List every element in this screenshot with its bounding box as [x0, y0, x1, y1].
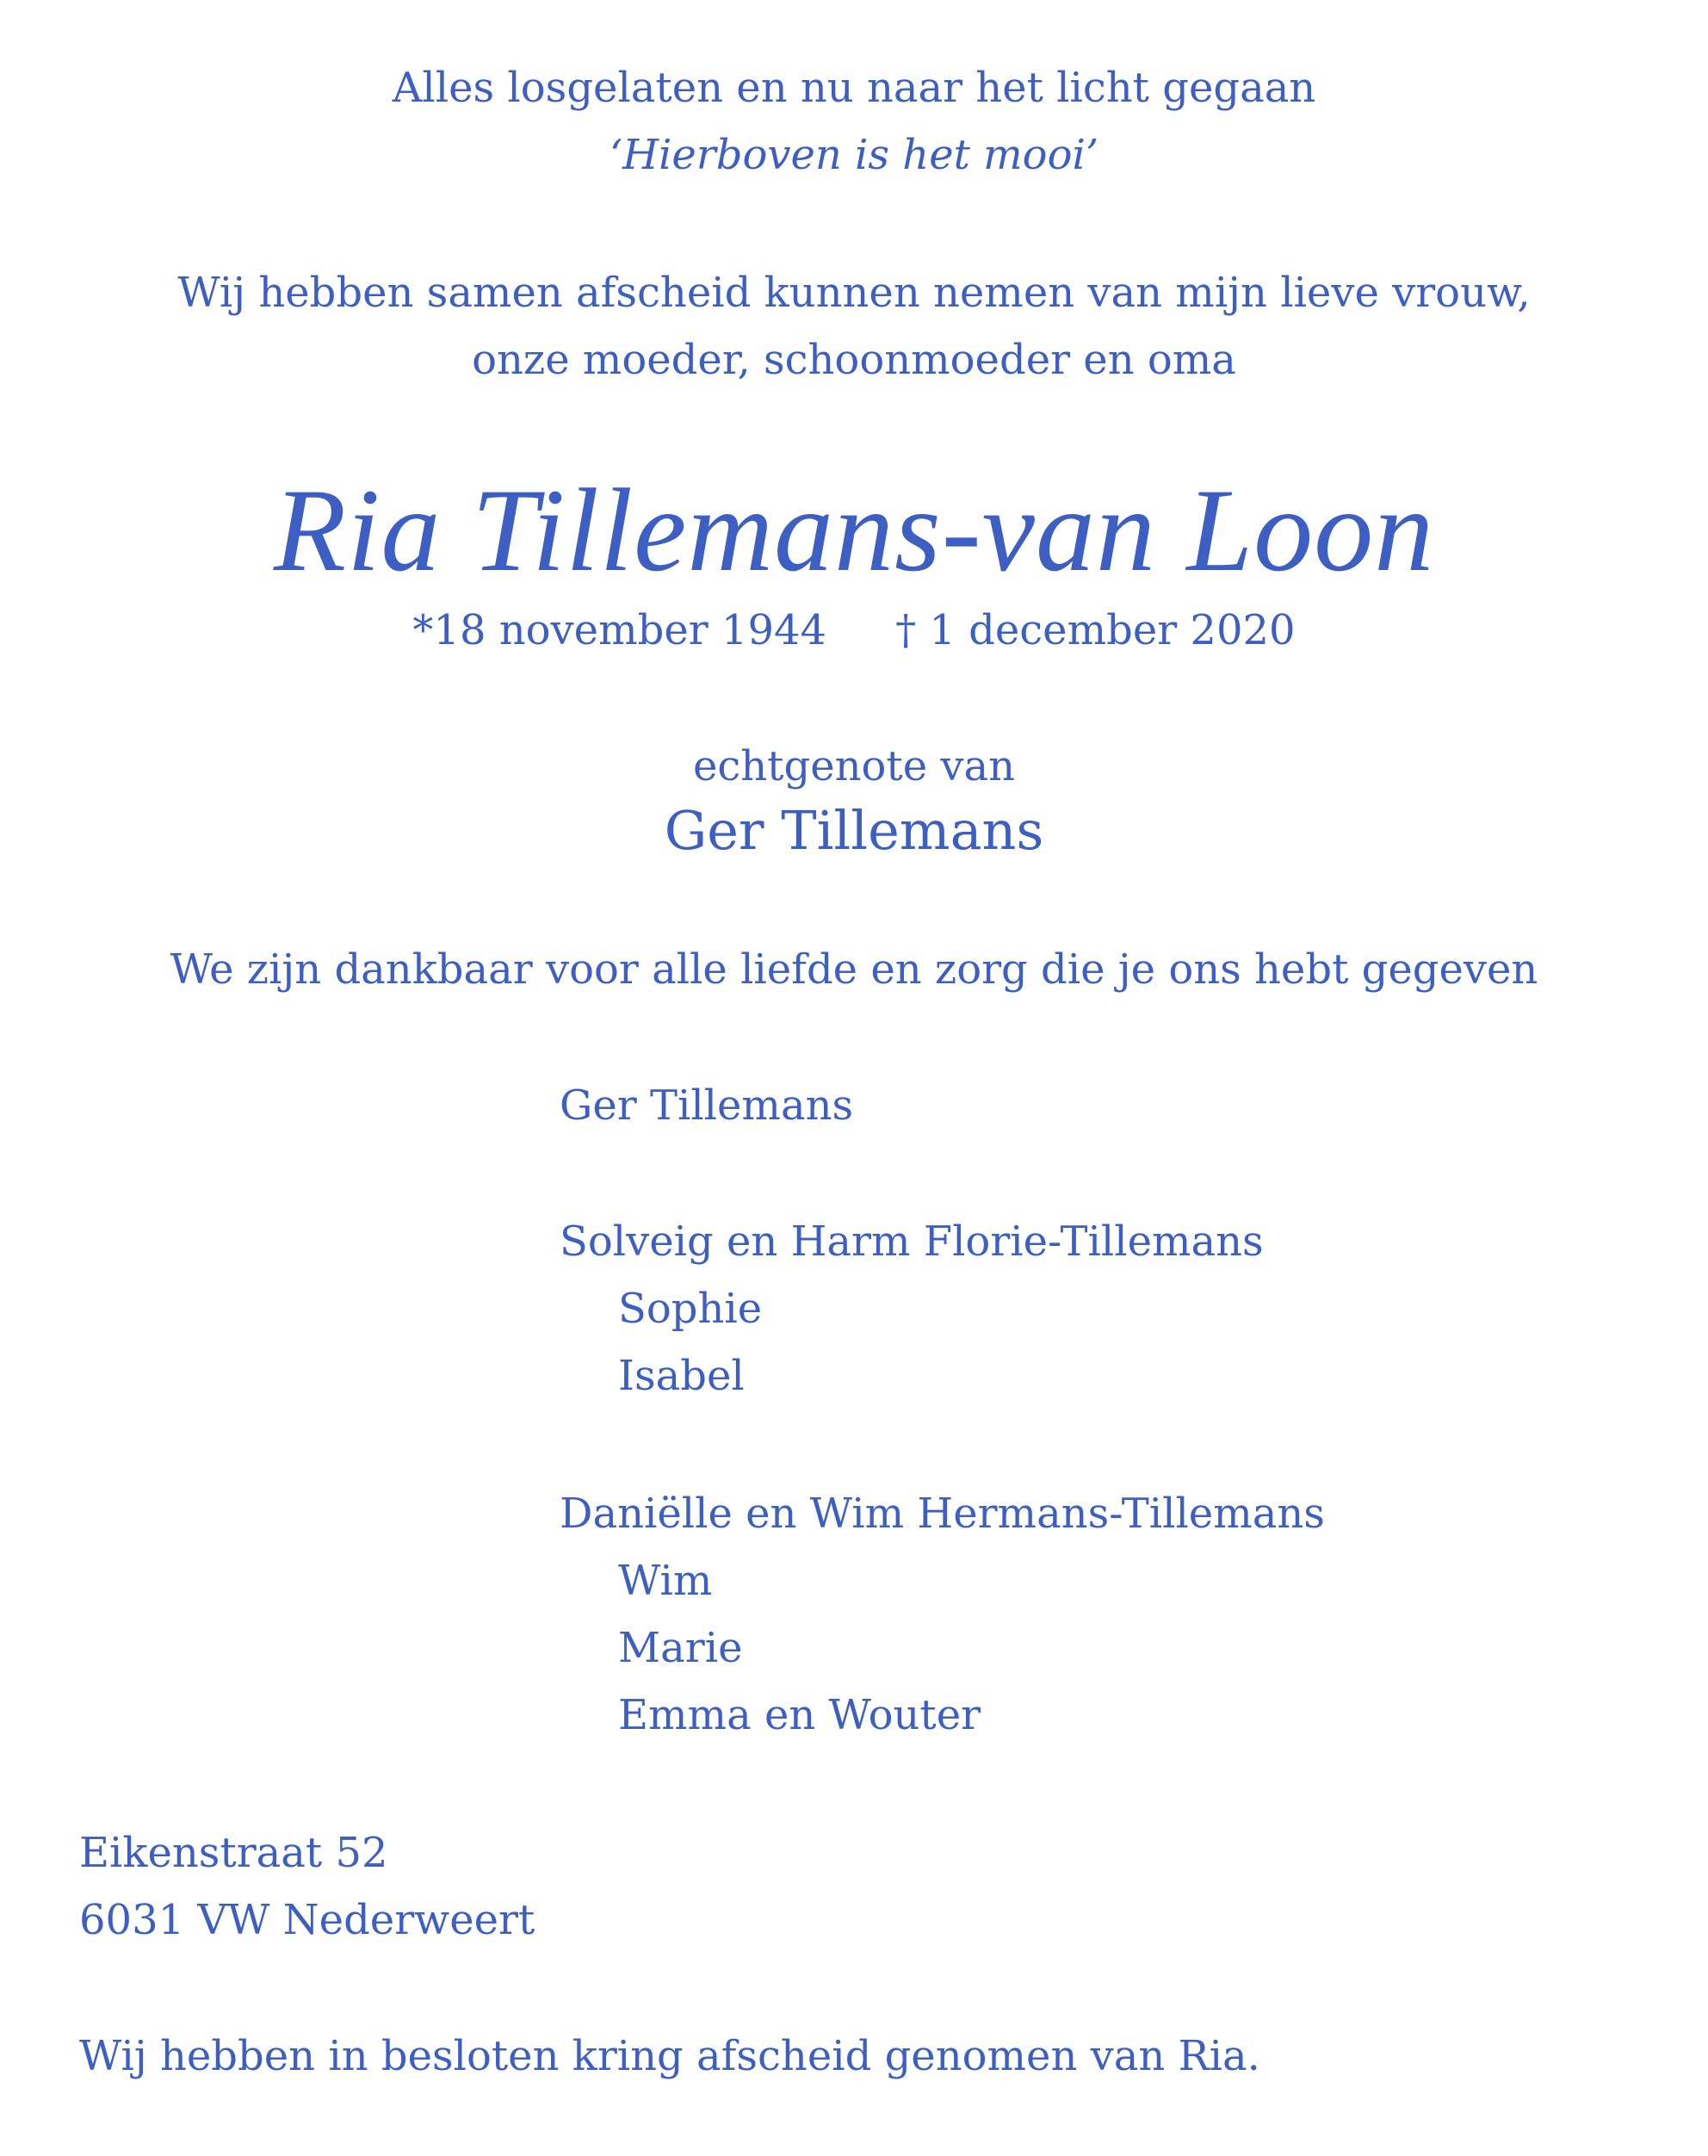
- spouse-label: echtgenote van: [692, 742, 1016, 790]
- grandchild: Wim: [618, 1557, 713, 1605]
- spouse-name: Ger Tillemans: [664, 799, 1044, 862]
- life-dates: [0, 606, 1708, 656]
- deceased-name: Ria Tillemans-van Loon: [273, 464, 1435, 596]
- death-date: † 1 december 2020: [895, 606, 1296, 654]
- gratitude-line: We zijn dankbaar voor alle liefde en zorg die je ons hebt gegeven: [170, 945, 1538, 994]
- address-city: 6031 VW Nederweert: [79, 1896, 535, 1944]
- grandchild: Emma en Wouter: [618, 1691, 981, 1739]
- closing-line: Wij hebben in besloten kring afscheid genomen van Ria.: [79, 2032, 1260, 2080]
- intro-line: Alles losgelaten en nu naar het licht gegaan: [392, 64, 1316, 112]
- birth-date: *18 november 1944: [412, 606, 827, 654]
- announcement-line-1: Wij hebben samen afscheid kunnen nemen van mijn lieve vrouw,: [177, 269, 1531, 317]
- family-head: Ger Tillemans: [560, 1081, 854, 1130]
- announcement-line-2: onze moeder, schoonmoeder en oma: [472, 336, 1236, 384]
- grandchild: Isabel: [618, 1352, 745, 1400]
- grandchild: Sophie: [618, 1285, 763, 1333]
- intro-quote: ‘Hierboven is het mooi’: [609, 131, 1099, 179]
- address-street: Eikenstraat 52: [79, 1829, 388, 1877]
- grandchild: Marie: [618, 1624, 743, 1672]
- family-group-1-parents: Solveig en Harm Florie-Tillemans: [560, 1217, 1264, 1266]
- family-group-2-parents: Daniëlle en Wim Hermans-Tillemans: [560, 1490, 1325, 1538]
